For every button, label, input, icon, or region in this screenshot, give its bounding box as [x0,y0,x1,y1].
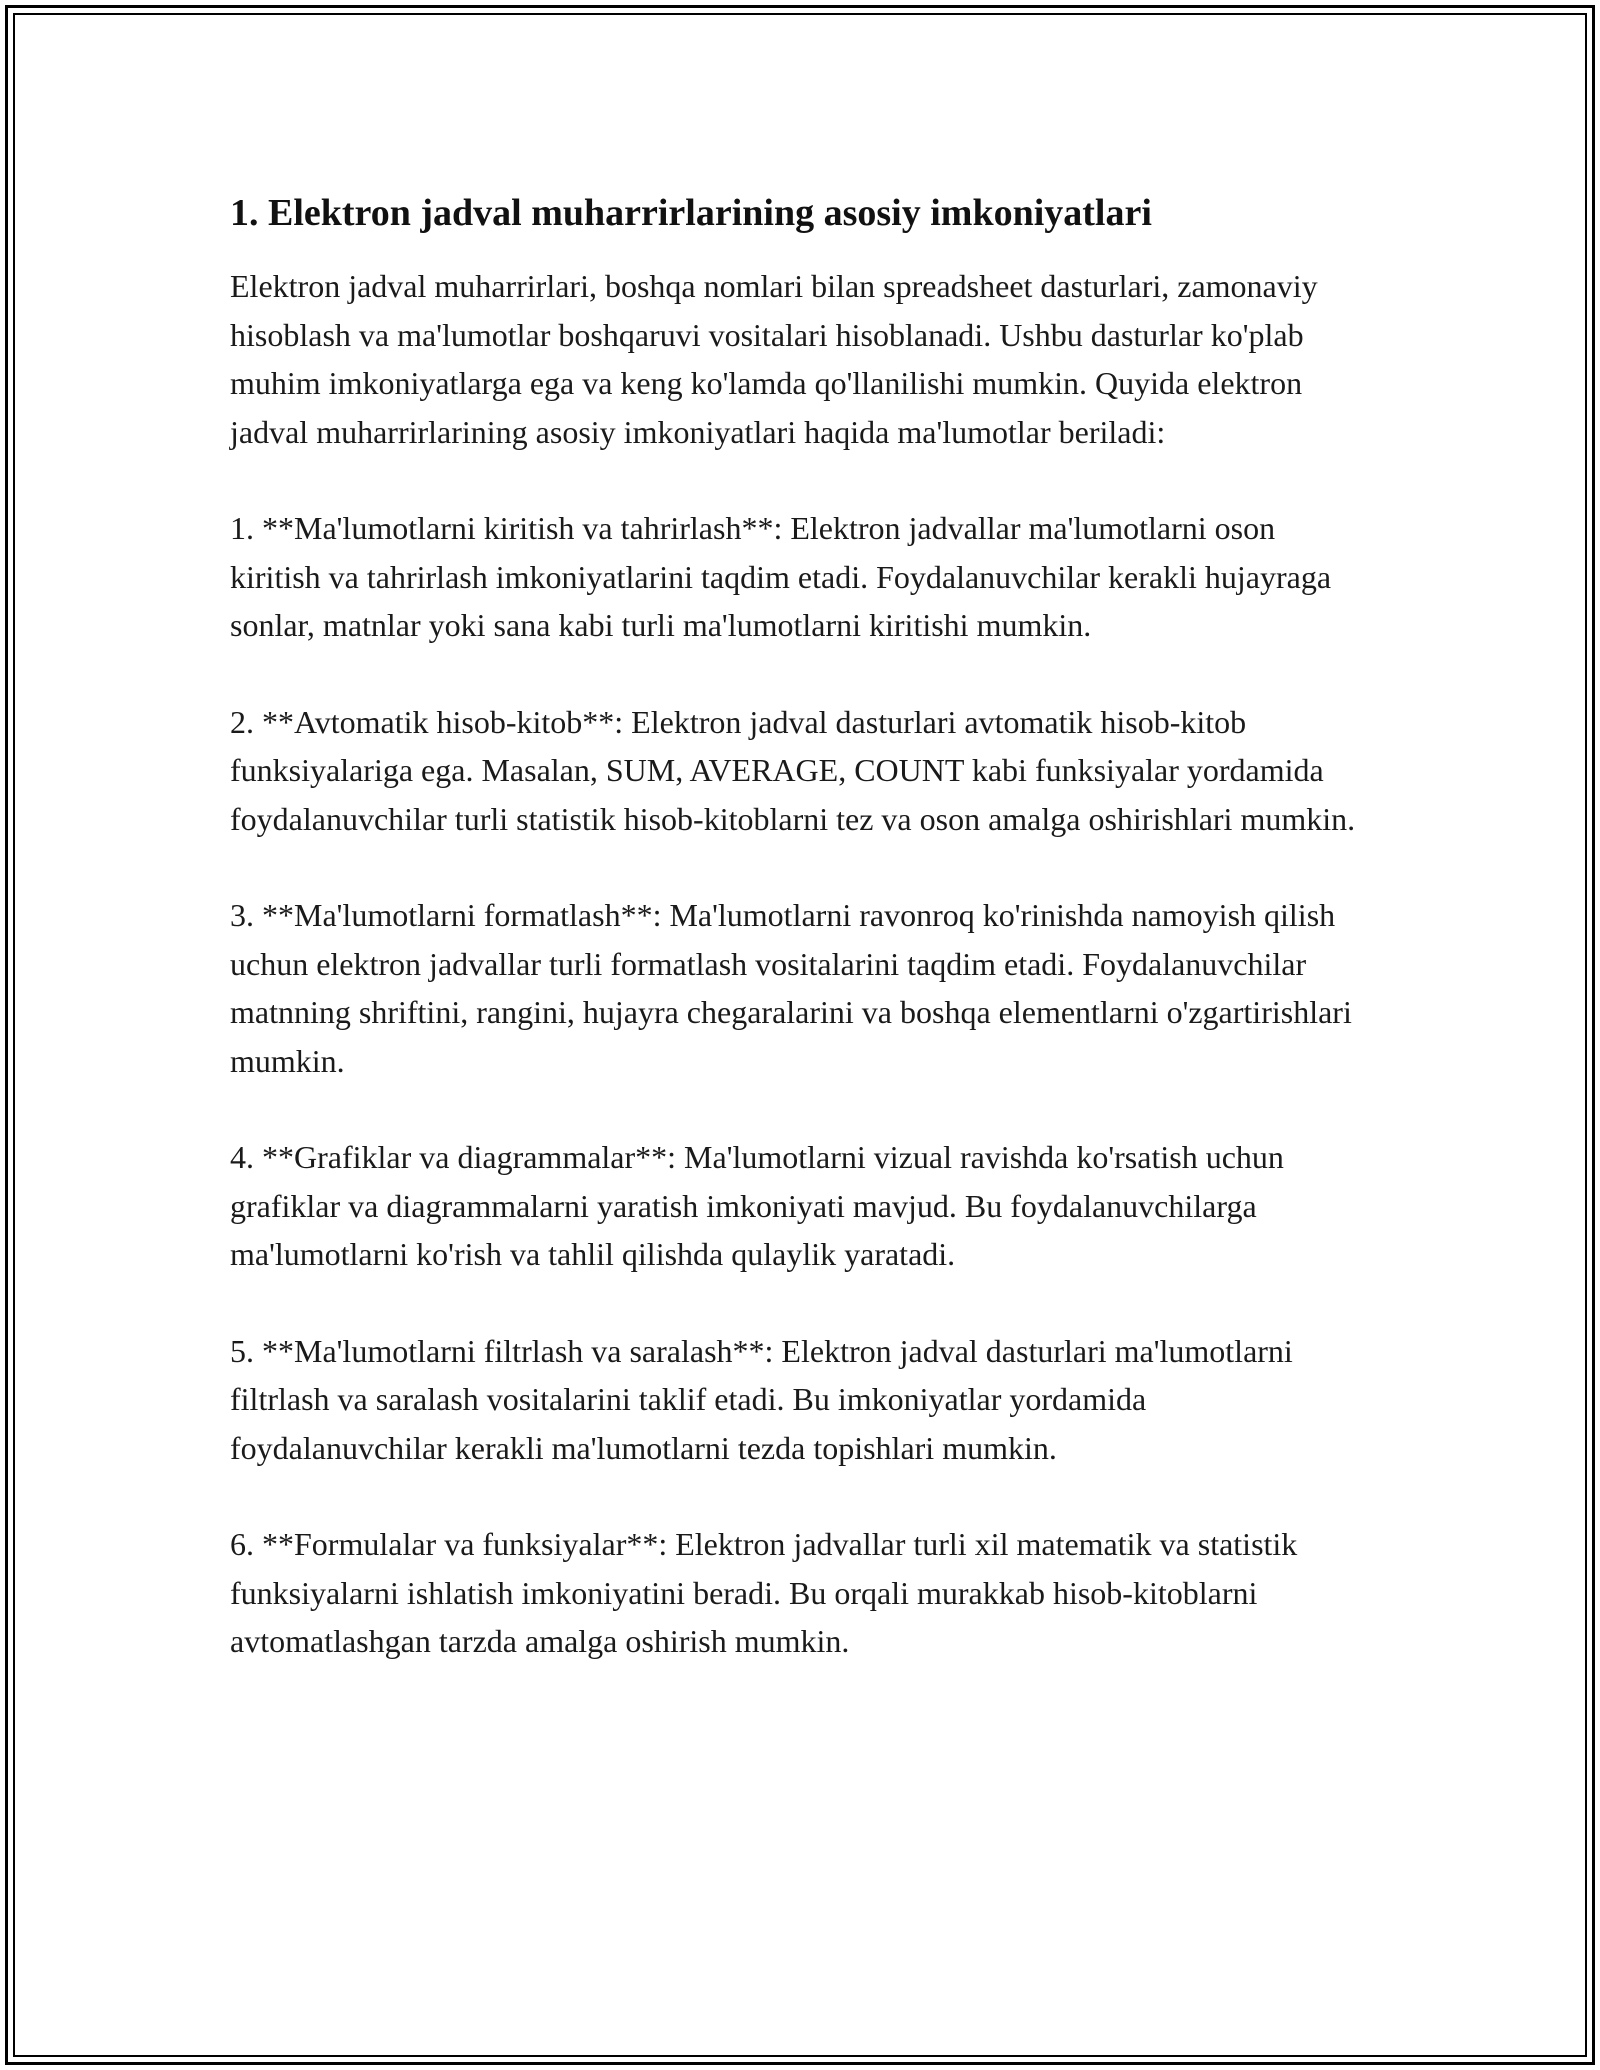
list-item: 1. **Ma'lumotlarni kiritish va tahrirlash**: Elektron jadvallar ma'lumotlarni oson kiritish va tahrirlash imkoniyatlarini taqdim etadi. Foydalanuvchilar kerakli hujayraga sonlar, matnlar yoki sana kabi turli ma'lumotlarni kiritishi mumkin. [230,510,1332,643]
list-item: 5. **Ma'lumotlarni filtrlash va saralash**: Elektron jadval dasturlari ma'lumotlarni filtrlash va saralash vositalarini taklif etadi. Bu imkoniyatlar yordamida foydalanuvchilar kerakli ma'lumotlarni tezda topishlari mumkin. [230,1332,1293,1466]
document-body [230,186,1370,1666]
intro-paragraph: Elektron jadval muharrirlari, boshqa nomlari bilan spreadsheet dasturlari, zamonaviy hisoblash va ma'lumotlar boshqaruvi vositalari hisoblanadi. Ushbu dasturlar ko'plab muhim imkoniyatlarga ega va keng ko'lamda qo'llanilishi mumkin. Quyida elektron jadval muharrirlarining asosiy imkoniyatlari haqida ma'lumotlar beriladi: [230,268,1318,450]
list-item: 2. **Avtomatik hisob-kitob**: Elektron jadval dasturlari avtomatik hisob-kitob funksiyalariga ega. Masalan, SUM, AVERAGE, COUNT kabi funksiyalar yordamida foydalanuvchilar turli statistik hisob-kitoblarni tez va oson amalga oshirishlari mumkin. [230,703,1356,837]
list-item: 4. **Grafiklar va diagrammalar**: Ma'lumotlarni vizual ravishda ko'rsatish uchun grafiklar va diagrammalarni yaratish imkoniyati mavjud. Bu foydalanuvchilarga ma'lumotlarni ko'rish va tahlil qilishda qulaylik yaratadi. [230,1139,1284,1272]
list-item: 6. **Formulalar va funksiyalar**: Elektron jadvallar turli xil matematik va statistik funksiyalarni ishlatish imkoniyatini beradi. Bu orqali murakkab hisob-kitoblarni avtomatlashgan tarzda amalga oshirish mumkin. [230,1526,1298,1659]
document-title: 1. Elektron jadval muharrirlarining asosiy imkoniyatlari [230,192,1152,234]
list-item: 3. **Ma'lumotlarni formatlash**: Ma'lumotlarni ravonroq ko'rinishda namoyish qilish uchun elektron jadvallar turli formatlash vositalarini taqdim etadi. Foydalanuvchilar matnning shriftini, rangini, hujayra chegaralarini va boshqa elementlarni o'zgartirishlari mumkin. [230,897,1352,1079]
